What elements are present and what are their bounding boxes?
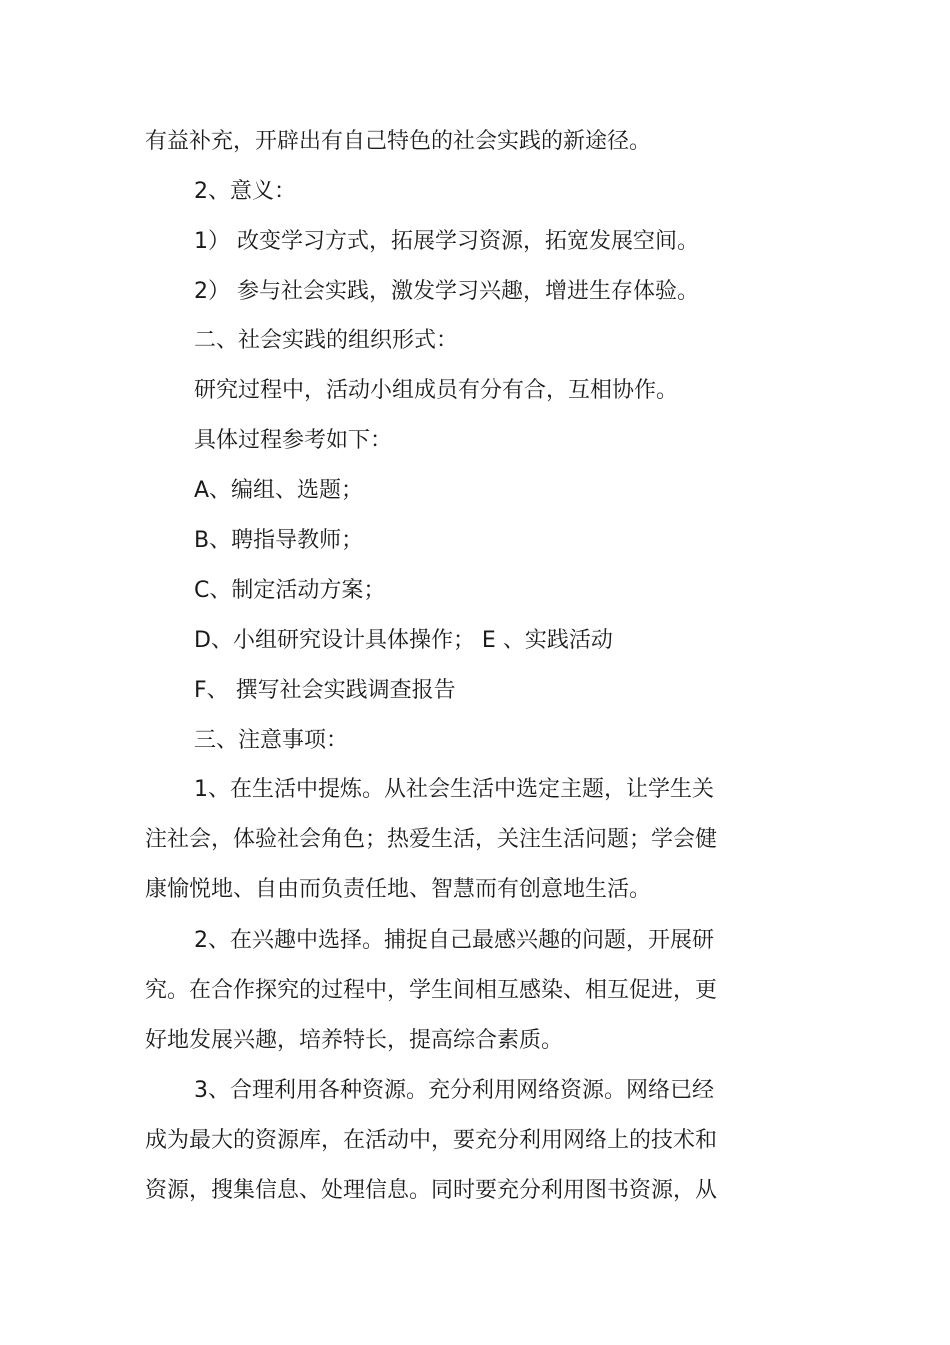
paragraph-line: 有益补充，开辟出有自己特色的社会实践的新途径。 — [145, 129, 652, 154]
list-item: B、聘指导教师； — [194, 528, 364, 553]
paragraph-line: 具体过程参考如下： — [194, 428, 393, 453]
paragraph-line: 3、合理利用各种资源。充分利用网络资源。网络已经 — [194, 1078, 714, 1103]
list-item: A、编组、选题； — [194, 478, 364, 503]
paragraph-line: 2、在兴趣中选择。捕捉自己最感兴趣的问题，开展研 — [194, 928, 714, 953]
section-heading: 2、意义： — [194, 179, 296, 204]
paragraph-line: 研究过程中，活动小组成员有分有合，互相协作。 — [194, 378, 679, 403]
paragraph-line: 注社会，体验社会角色；热爱生活，关注生活问题；学会健 — [145, 827, 718, 852]
paragraph-line: 资源，搜集信息、处理信息。同时要充分利用图书资源，从 — [145, 1178, 718, 1203]
section-heading: 三、注意事项： — [194, 728, 349, 753]
paragraph-line: 康愉悦地、自由而负责任地、智慧而有创意地生活。 — [145, 877, 652, 902]
paragraph-line: 1、在生活中提炼。从社会生活中选定主题，让学生关 — [194, 777, 714, 802]
list-item: 1） 改变学习方式，拓展学习资源，拓宽发展空间。 — [194, 229, 699, 254]
list-item: D、小组研究设计具体操作； E 、实践活动 — [194, 628, 613, 653]
paragraph-line: 究。在合作探究的过程中，学生间相互感染、相互促进，更 — [145, 978, 718, 1003]
paragraph-line: 成为最大的资源库，在活动中，要充分利用网络上的技术和 — [145, 1128, 718, 1153]
list-item: F、 撰写社会实践调查报告 — [194, 678, 456, 703]
list-item: 2） 参与社会实践，激发学习兴趣，增进生存体验。 — [194, 279, 699, 304]
paragraph-line: 好地发展兴趣，培养特长，提高综合素质。 — [145, 1028, 564, 1053]
section-heading: 二、社会实践的组织形式： — [194, 328, 459, 353]
list-item: C、制定活动方案； — [194, 578, 386, 603]
